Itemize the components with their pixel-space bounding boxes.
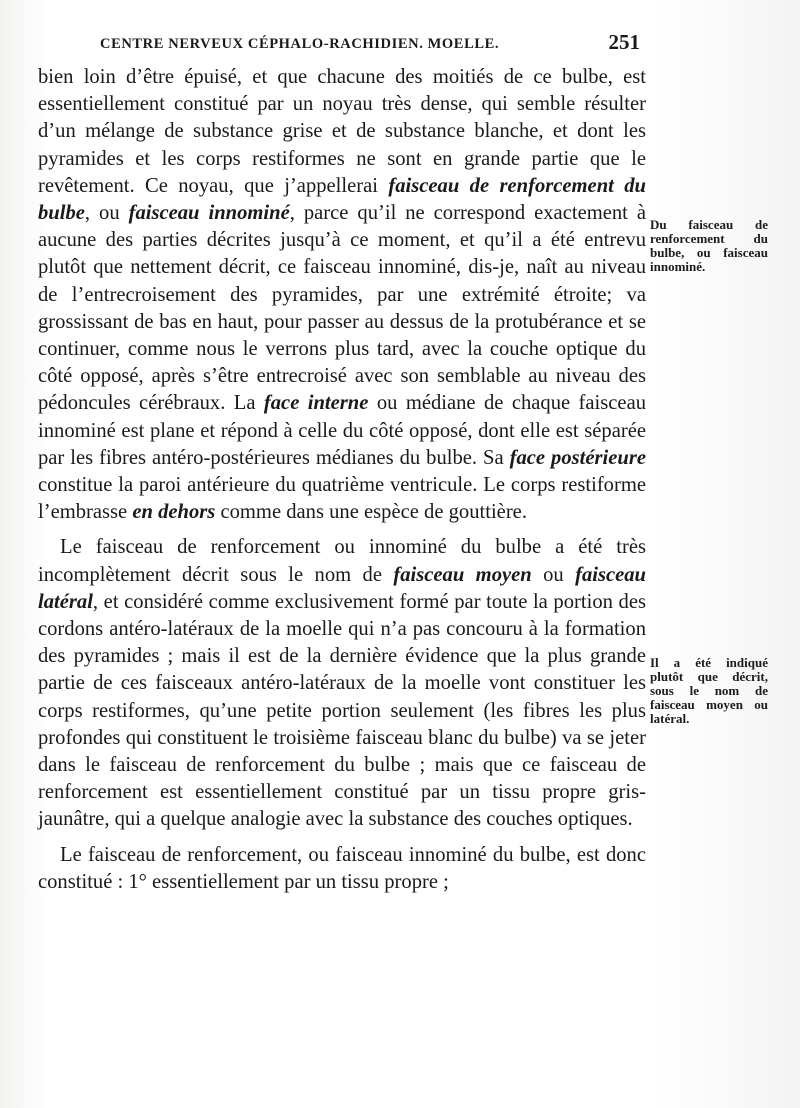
text-run: , ou xyxy=(84,202,129,225)
text-run: , et considéré comme exclusivement formé par toute la portion des cordons antéro-latéraux de la moelle qui n’a pas concouru à la formation des pyramides ; mais il est de la dernière évidence que la plus grande partie de ces faisceaux antéro-latéraux de la moelle vont constituer les corps restiformes, qu’une petite portion seulement (les fibres les plus profondes qui constituent le troisième faisceau blanc du bulbe) va se jeter dans le faisceau de renforcement du bulbe ; mais que ce faisceau de renforcement est essentiellement constitué par un tissu propre gris-jaunâtre, qui a quelque analogie avec la substance des couches optiques. xyxy=(38,590,646,831)
text-run: comme dans une espèce de gouttière. xyxy=(215,501,527,524)
italic-term: faisceau innominé xyxy=(128,202,290,225)
text-run: Le faisceau de renforcement, ou faisceau innominé du bulbe, est donc constitué : 1° essentiellement par un tissu propre ; xyxy=(38,843,646,893)
italic-term: face postérieure xyxy=(509,446,647,469)
running-title: CENTRE NERVEUX CÉPHALO-RACHIDIEN. MOELLE. xyxy=(100,36,500,52)
show-through-marks xyxy=(690,130,780,170)
italic-term: en dehors xyxy=(132,501,216,524)
italic-term: faisceau de renforcement du bulbe xyxy=(38,174,646,225)
text-run: ou xyxy=(531,563,576,586)
paragraph xyxy=(38,534,646,833)
page-header xyxy=(100,32,640,58)
text-run: , parce qu’il ne correspond exactement à aucune des parties décrites jusqu’à ce moment, et qu’il a été entrevu plutôt que nettement décrit, ce faisceau innominé, dis-je, naît au niveau de l’entrecroisement des pyramides, par une extrémité étroite; va grossissant de bas en haut, pour passer au dessus de la protubérance et se continuer, comme nous le verrons plus tard, avec la couche optique du côté opposé, après s’être entrecroisé avec son semblable au niveau des pédoncules cérébraux. La xyxy=(38,202,646,415)
page-number: 251 xyxy=(608,30,640,54)
margin-note: Il a été indiqué plutôt que décrit, sous le nom de faisceau moyen ou latéral. xyxy=(650,655,768,726)
text-run: bien loin d’être épuisé, et que chacune des moitiés de ce bulbe, est essentiellement constitué par un noyau très dense, qui semble résulter d’un mélange de substance grise et de substance blanche, et dont les pyramides et les corps restiformes ne sont en grande partie que le revêtement. Ce noyau, que j’appellerai xyxy=(38,66,646,197)
text-run: Le faisceau de renforcement ou innominé du bulbe a été très incomplètement décrit sous le nom de xyxy=(38,536,646,586)
main-text xyxy=(38,64,646,896)
italic-term: faisceau moyen xyxy=(393,563,532,586)
italic-term: face interne xyxy=(263,392,369,415)
text-run: constitue la paroi antérieure du quatrième ventricule. Le corps restiforme l’embrasse xyxy=(38,474,646,524)
text-run: ou médiane de chaque faisceau innominé est plane et répond à celle du côté opposé, dont elle est séparée par les fibres antéro-postérieures médianes du bulbe. Sa xyxy=(38,392,647,469)
paragraph xyxy=(38,842,646,896)
paragraph xyxy=(38,64,646,526)
italic-term: faisceau latéral xyxy=(38,563,647,613)
margin-note: Du faisceau de renforcement du bulbe, ou faisceau innominé. xyxy=(650,217,768,274)
